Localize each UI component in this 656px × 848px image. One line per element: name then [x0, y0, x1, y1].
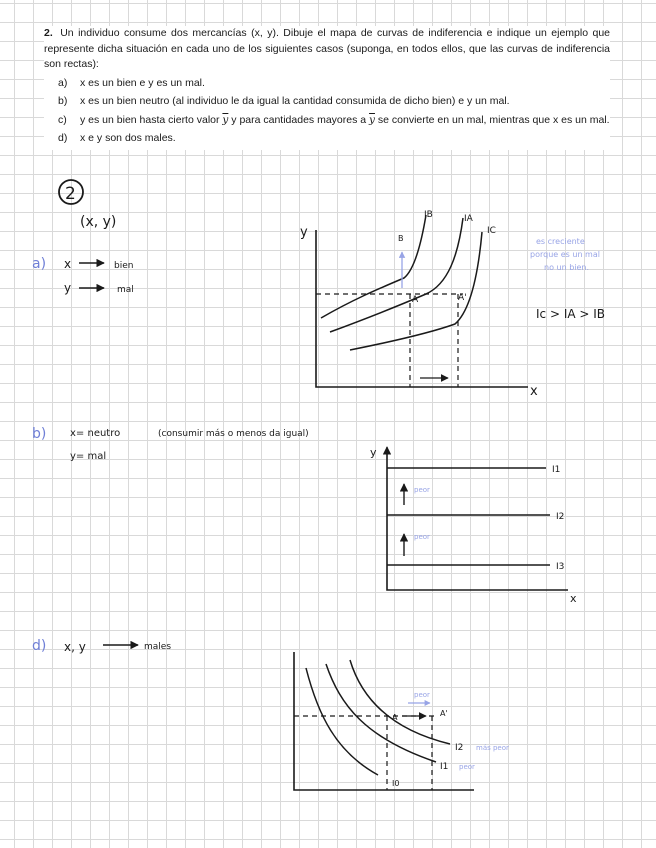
graph-a: [300, 210, 538, 399]
section-b-label: b): [32, 426, 47, 442]
problem-item-b: b) x es un bien neutro (al individuo le da igual la cantidad consumida de dicho bien) e y un mal.: [58, 95, 510, 107]
a-note-line1: es creciente: [536, 237, 585, 246]
problem-item-c: c) y es un bien hasta cierto valor $\overline{y}$ y para cantidades mayores a $\overline{y}$ se convierte en un mal, mientras que x es un mal.: [58, 113, 610, 126]
graph-b-worse1: peor: [414, 486, 430, 494]
graph-a-x-axis: x: [530, 384, 538, 399]
a-y-var: y: [64, 281, 72, 295]
a-x-var: x: [64, 257, 72, 271]
graph-a-axes: [316, 230, 528, 387]
graph-d-label-i2: I2: [455, 743, 464, 753]
graph-d-label-i0: I0: [392, 779, 400, 788]
graph-d-point-a2: A': [440, 709, 448, 718]
a-note-line3: no un bien.: [544, 263, 590, 272]
graph-d-i2-note: más peor: [476, 744, 509, 752]
problem-text: Un individuo consume dos mercancías (x, y). Dibuje el mapa de curvas de indiferencia e indique un ejemplo que represente dicha situación en cada uno de los siguientes casos (suponga, en todos ellos, que las curvas de indiferencia son rectas):: [44, 27, 611, 70]
d-males: males: [144, 642, 172, 652]
graph-b-x-axis: x: [570, 592, 577, 605]
graph-a-curve-ib: [321, 215, 426, 318]
b-line1: x= neutro: [70, 428, 121, 439]
problem-item-a: a) x es un bien e y es un mal.: [58, 76, 205, 89]
graph-a-label-ia: IA: [464, 214, 473, 224]
graph-a-point-b: B: [398, 234, 404, 243]
a-note-line2: porque es un mal: [530, 250, 600, 259]
graph-b-label-i3: I3: [556, 562, 565, 572]
a-y-mal: mal: [117, 285, 134, 295]
a-x-bien: bien: [114, 261, 134, 271]
d-line: x, y: [64, 640, 86, 654]
problem-circle-number: 2: [65, 184, 76, 204]
graph-b-worse2: peor: [414, 533, 430, 541]
section-a-label: a): [32, 256, 47, 272]
graph-a-label-ic: IC: [487, 226, 496, 236]
graph-d-curve-i2: [350, 660, 450, 744]
graph-a-point-a: A: [412, 295, 419, 305]
graph-b-label-i1: I1: [552, 465, 561, 475]
graph-a-point-a2: A': [458, 293, 467, 303]
b-line2: y= mal: [70, 451, 107, 462]
graph-d-point-a: A: [392, 713, 398, 722]
graph-a-label-ib: IB: [424, 210, 433, 220]
graph-a-y-axis: y: [300, 225, 308, 240]
graph-d-worse: peor: [414, 691, 430, 699]
problem-item-d: d) x e y son dos males.: [58, 132, 176, 144]
pair-label: (x, y): [80, 214, 117, 230]
graph-d-curve-i0: [306, 668, 378, 775]
b-line1-note: (consumir más o menos da igual): [158, 429, 309, 439]
graph-d: [294, 652, 509, 790]
section-d-label: d): [32, 638, 47, 654]
graph-b-label-i2: I2: [556, 512, 565, 522]
a-ranking: Ic > IA > IB: [536, 307, 606, 321]
graph-d-i1-note: peor: [459, 763, 475, 771]
graph-b-y-axis: y: [370, 446, 377, 459]
graph-b: [370, 446, 577, 605]
problem-number: 2.: [44, 27, 53, 39]
graph-d-label-i1: I1: [440, 762, 449, 772]
graph-a-curve-ic: [350, 232, 482, 350]
graph-b-axes: [387, 454, 568, 590]
graph-a-curve-ia: [330, 218, 463, 332]
